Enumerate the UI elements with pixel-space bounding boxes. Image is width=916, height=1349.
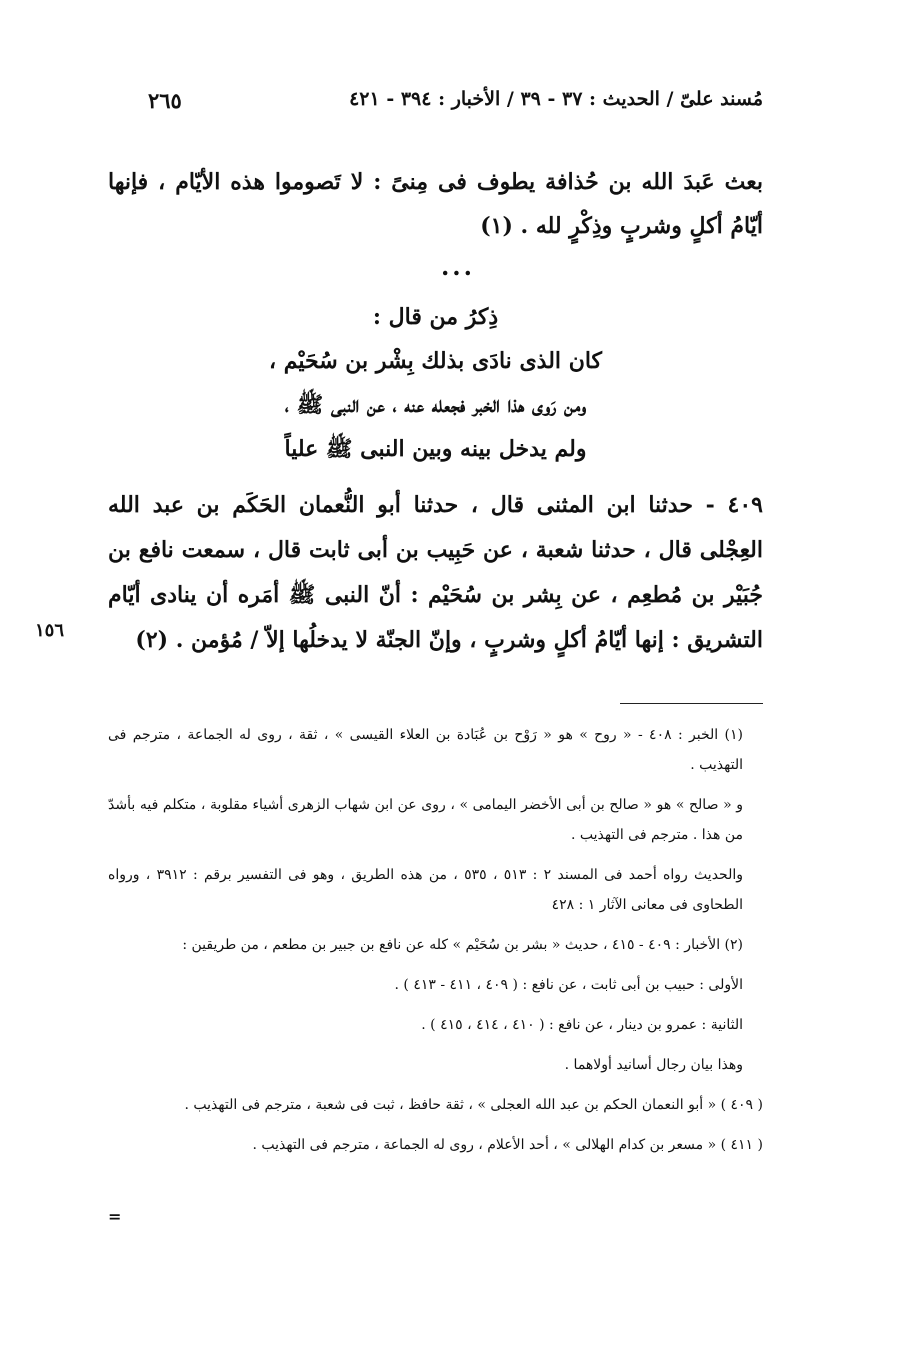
running-header [108, 88, 763, 118]
section-heading: ذِكرُ من قال : [372, 304, 499, 330]
footnote-1-part-b: و « صالح » هو « صالح بن أبى الأخضر اليمامى » ، روى عن ابن شهاب الزهرى أشياء مقلوبة ، متكلم فيه بأشدّ من هذا . مترجم فى التهذيب . [108, 797, 743, 843]
footnote-2-entry-409: ( ٤٠٩ ) « أبو النعمان الحكم بن عبد الله العجلى » ، ثقة حافظ ، ثبت فى شعبة ، مترجم فى التهذيب . [184, 1097, 763, 1113]
margin-page-number: ١٥٦ [35, 620, 65, 641]
section-line-1: كان الذى نادَى بذلك بِشْر بن سُحَيْم ، [268, 348, 603, 374]
footnote-2-note: وهذا بيان رجال أسانيد أولاهما . [564, 1057, 743, 1073]
section-line-2: ومن رَوى هذا الخبر فجعله عنه ، عن النبى ﷺ ، [284, 392, 587, 418]
intro-paragraph: بعث عَبدَ الله بن حُذافة يطوف فى مِنىً : لا تَصوموا هذه الأيّام ، فإنها أيّامُ أكلٍ وشربٍ وذِكْرٍ لله . (١) [108, 169, 763, 239]
section-separator: ... [440, 252, 476, 281]
footnote-2-first-route: الأولى : حبيب بن أبى ثابت ، عن نافع : ( ٤٠٩ ، ٤١١ - ٤١٣ ) . [394, 977, 743, 993]
footnote-2-entry-411: ( ٤١١ ) « مسعر بن كدام الهلالى » ، أحد الأعلام ، روى له الجماعة ، مترجم فى التهذيب . [252, 1137, 763, 1153]
footnote-2-second-route: الثانية : عمرو بن دينار ، عن نافع : ( ٤١٠ ، ٤١٤ ، ٤١٥ ) . [421, 1017, 743, 1033]
section-block [108, 295, 763, 471]
header-title: مُسند علىّ / الحديث : ٣٧ - ٣٩ / الأخبار : ٣٩٤ - ٤٢١ [349, 88, 763, 110]
footnote-1-part-c: والحديث رواه أحمد فى المسند ٢ : ٥١٣ ، ٥٣٥ ، من هذه الطريق ، وهو فى التفسير برقم : ٣٩١٢ ، ورواه الطحاوى فى معانى الآثار ١ : ٤٢٨ [108, 867, 744, 913]
footnotes [108, 720, 763, 1170]
footnote-2-part-a: (٢) الأخبار : ٤٠٩ - ٤١٥ ، حديث « بشر بن سُحَيْم » كله عن نافع بن جبير بن مطعم ، من طريقين : [182, 937, 743, 953]
continuation-mark: = [108, 1207, 122, 1226]
page-number: ٢٦٥ [148, 88, 182, 113]
footnote-divider [620, 703, 763, 704]
footnote-1-part-a: (١) الخبر : ٤٠٨ - « روح » هو « رَوْح بن عُبَادة بن العلاء القيسى » ، ثقة ، روى له الجماعة ، مترجم فى التهذيب . [108, 727, 743, 773]
section-line-3: ولم يدخل بينه وبين النبى ﷺ علياً [284, 436, 587, 462]
hadith-409: ٤٠٩ - حدثنا ابن المثنى قال ، حدثنا أبو النُّعمان الحَكَم بن عبد الله العِجْلى قال ، حدثنا شعبة ، عن حَبِيب بن أبى ثابت قال ، سمعت نافع بن جُبَيْر بن مُطعِم ، عن بِشر بن سُحَيْم : أنّ النبى ﷺ أمَره أن ينادى أيّام التشريق : إنها أيّامُ أكلٍ وشربٍ ، وإنّ الجنّة لا يدخلُها إلاّ / مُؤمن . (٢) [108, 492, 764, 653]
